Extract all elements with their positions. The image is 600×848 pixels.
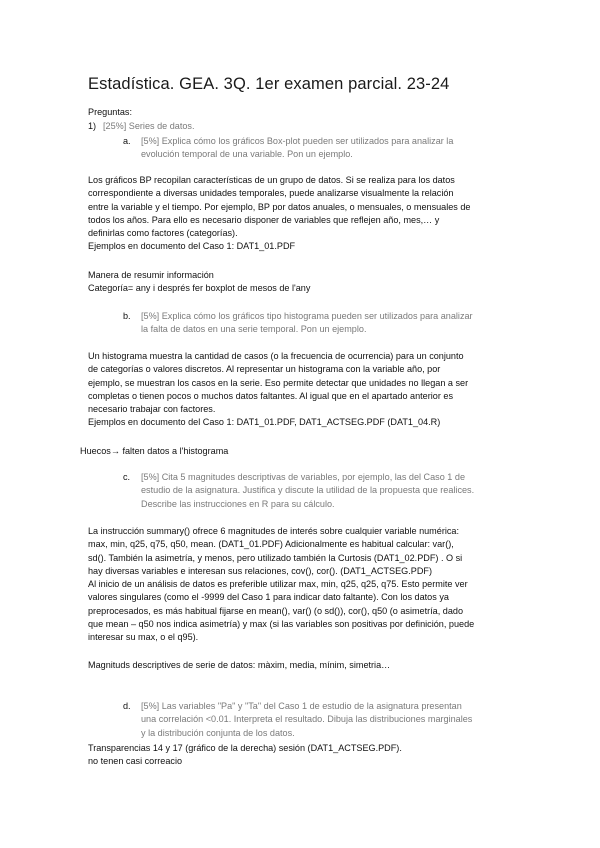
- answer-d: [88, 742, 402, 769]
- question-b-text: [141, 310, 473, 337]
- answer-a-line: entre la variable y el tiempo. Por ejemplo, BP por datos anuales, o mensuales, o mensuales de: [88, 201, 471, 212]
- question-d-line: [5%] Las variables "Pa" y "Ta" del Caso 1 de estudio de la asignatura presentan: [141, 701, 462, 711]
- answer-b-line: ejemplo, se muestran los casos en la serie. Eso permite detectar que unidades no llegan a ser: [88, 377, 469, 388]
- question-a-line: evolución temporal de una variable. Pon un ejemplo.: [141, 149, 353, 160]
- question-d-line: una correlación <0.01. Interpreta el resultado. Dibuja las distribuciones marginales: [141, 714, 473, 725]
- answer-a-line: Ejemplos en documento del Caso 1: DAT1_01.PDF: [88, 241, 296, 252]
- question-1-number: 1): [88, 121, 97, 131]
- answer-c-line: Al inicio de un análisis de datos es preferible utilizar max, min, q25, q25, q75. Esto permite ver: [88, 579, 468, 590]
- question-b-line: [5%] Explica cómo los gráficos tipo histograma pueden ser utilizados para analizar: [141, 311, 473, 321]
- answer-c-line: sd(). También la asimetría, y menos, pero utilizado también la Curtosis (DAT1_02.PDF) . O si: [88, 552, 463, 563]
- answer-c-line: valores singulares (como el -9999 del Caso 1 para indicar dato faltante). Con los datos ya: [88, 592, 449, 603]
- question-b-letter: b.: [123, 311, 131, 321]
- question-a-letter: a.: [123, 136, 131, 146]
- answer-a-line: definirlas como factores (categorías).: [88, 228, 238, 239]
- answer-b-line: de categorías o valores discretos. Al representar un histograma con la variable año, por: [88, 364, 441, 375]
- answer-c-line: que mean – q50 nos indica asimetría) y max (si las variables son positivas por definición, puede: [88, 619, 475, 630]
- question-a-line: [5%] Explica cómo los gráficos Box-plot pueden ser utilizados para analizar la: [141, 136, 454, 146]
- question-a-text: [141, 135, 453, 162]
- answer-a-line: Los gráficos BP recopilan características de un grupo de datos. Si se realiza para los datos: [88, 175, 455, 185]
- question-d-letter: d.: [123, 701, 131, 711]
- question-c-line: [5%] Cita 5 magnitudes descriptivas de variables, por ejemplo, las del Caso 1 de: [141, 472, 466, 482]
- answer-d-line: Transparencias 14 y 17 (gráfico de la derecha) sesión (DAT1_ACTSEG.PDF).: [88, 743, 402, 753]
- answer-a-line: correspondiente a diversas unidades temporales, puede analizarse visualmente la relación: [88, 188, 454, 199]
- preguntas-label: Preguntas:: [88, 107, 132, 117]
- question-c-letter: c.: [123, 472, 131, 482]
- question-c-line: Describe las instrucciones en R para su cálculo.: [141, 498, 335, 509]
- question-1-text: [25%] Series de datos.: [103, 121, 195, 131]
- answer-a-line: todos los años. Para ello es necesario disponer de variables que reflejen año, mes,… y: [88, 214, 440, 225]
- answer-c-line: preprocesados, es más habitual fijarse en mean(), var() (o sd()), cor(), q50 (o asimetría, dado: [88, 605, 464, 616]
- answer-c: [88, 525, 474, 645]
- answer-b-line: necesario trabajar con factores.: [88, 404, 216, 415]
- page-title: Estadística. GEA. 3Q. 1er examen parcial. 23-24: [88, 75, 450, 93]
- answer-a: [88, 174, 471, 254]
- answer-b-line: Ejemplos en documento del Caso 1: DAT1_01.PDF, DAT1_ACTSEG.PDF (DAT1_04.R): [88, 417, 441, 428]
- note-a: [88, 269, 310, 296]
- answer-c-line: hay diversas variables e interesan sus relaciones, cov(), cor(). (DAT1_ACTSEG.PDF): [88, 565, 432, 576]
- answer-b-line: Un histograma muestra la cantidad de casos (o la frecuencia de ocurrencia) para un conjunto: [88, 351, 464, 361]
- answer-b: [88, 350, 468, 430]
- answer-c-line: max, min, q25, q75, q50, mean. (DAT1_01.PDF) Adicionalmente es habitual calcular: var(),: [88, 539, 454, 550]
- question-d-line: y la distribución conjunta de los datos.: [141, 727, 295, 738]
- question-b-line: la falta de datos en una serie temporal. Pon un ejemplo.: [141, 324, 367, 335]
- answer-d-line: no tenen casi correacio: [88, 756, 183, 767]
- answer-c-line: interesar su max, o el q95).: [88, 632, 199, 643]
- question-d-text: [141, 700, 472, 740]
- note-c: Magnituds descriptives de serie de datos: màxim, media, mínim, simetria…: [88, 660, 391, 670]
- note-b: Huecos→ falten datos a l'histograma: [80, 446, 229, 456]
- question-c-line: estudio de la asignatura. Justifica y discute la utilidad de la propuesta que realices.: [141, 485, 475, 496]
- question-c-text: [141, 471, 474, 511]
- note-a-line: Categoría= any i després fer boxplot de mesos de l'any: [88, 283, 311, 294]
- note-a-line: Manera de resumir información: [88, 270, 214, 280]
- answer-b-line: completas o tienen pocos o muchos datos faltantes. Al igual que en el apartado anterior es: [88, 390, 453, 401]
- answer-c-line: La instrucción summary() ofrece 6 magnitudes de interés sobre cualquier variable numérica:: [88, 526, 459, 536]
